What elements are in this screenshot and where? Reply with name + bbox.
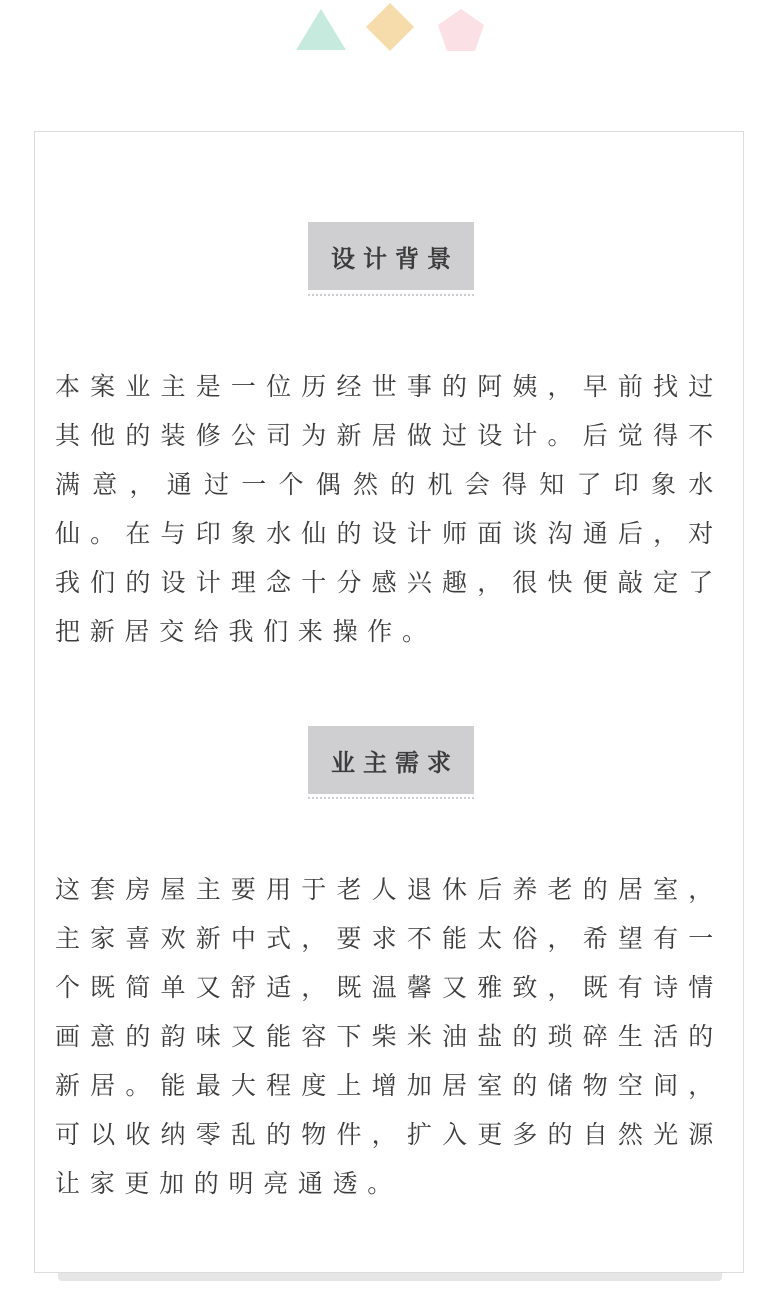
section-heading-requirements: [308, 726, 474, 794]
section-body-text: 这套房屋主要用于老人退休后养老的居室，主家喜欢新中式，要求不能太俗，希望有一个既简单又舒适，既温馨又雅致，既有诗情画意的韵味又能容下柴米油盐的琐碎生活的新居。能最大程度上增加居室的储物空间，可以收纳零乱的物件，扩入更多的自然光源让家更加的明亮通透。: [55, 875, 723, 1198]
content-card: [34, 131, 744, 1273]
heading-divider: [308, 797, 474, 799]
pentagon-icon: [437, 8, 485, 52]
section-heading: 业主需求: [331, 748, 459, 777]
section-heading: 设计背景: [331, 244, 459, 273]
triangle-icon: [296, 9, 346, 50]
card-shadow: [58, 1273, 722, 1281]
heading-divider: [308, 294, 474, 296]
diamond-icon: [366, 3, 414, 51]
section-body-text: 本案业主是一位历经世事的阿姨，早前找过其他的装修公司为新居做过设计。后觉得不满意，通过一个偶然的机会得知了印象水仙。在与印象水仙的设计师面谈沟通后，对我们的设计理念十分感兴趣，很快便敲定了把新居交给我们来操作。: [55, 372, 723, 646]
decoration-shapes: [0, 0, 780, 60]
section-heading-background: [308, 222, 474, 290]
